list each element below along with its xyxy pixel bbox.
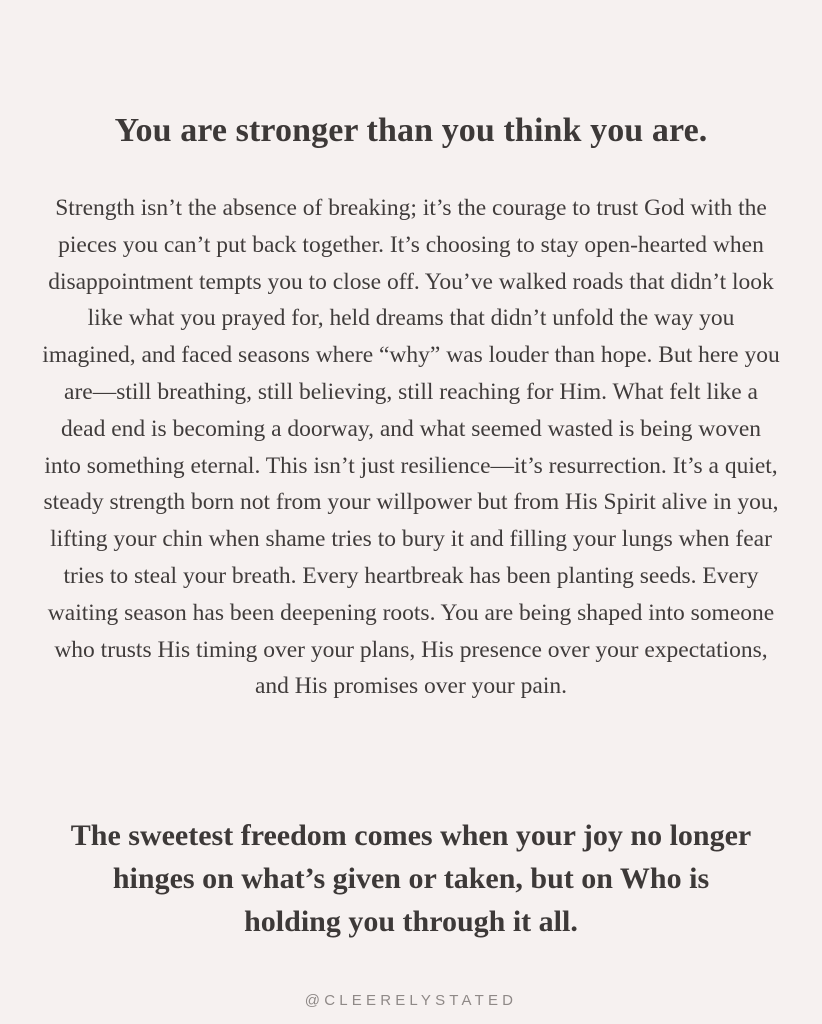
page-title: You are stronger than you think you are. (114, 112, 708, 149)
body-paragraph: Strength isn’t the absence of breaking; it’s the courage to trust God with the pieces you can’t put back together. It’s choosing to stay open-hearted when disappointment tempts you to close off. You’ve walked roads that didn’t look like what you prayed for, held dreams that didn’t unfold the way you imagined, and faced seasons where “why” was louder than hope. But here you are—still breathing, still believing, still reaching for Him. What felt like a dead end is becoming a doorway, and what seemed wasted is being woven into something eternal. This isn’t just resilience—it’s resurrection. It’s a quiet, steady strength born not from your willpower but from His Spirit alive in you, lifting your chin when shame tries to bury it and filling your lungs when fear tries to steal your breath. Every heartbreak has been planting seeds. Every waiting season has been deepening roots. You are being shaped into someone who trusts His timing over your plans, His presence over your expectations, and His promises over your pain. (42, 195, 780, 700)
author-handle: @CLEERELYSTATED (304, 992, 518, 1009)
closing-statement: The sweetest freedom comes when your joy no longer hinges on what’s given or taken, but on Who is holding you through it all. (70, 819, 752, 938)
